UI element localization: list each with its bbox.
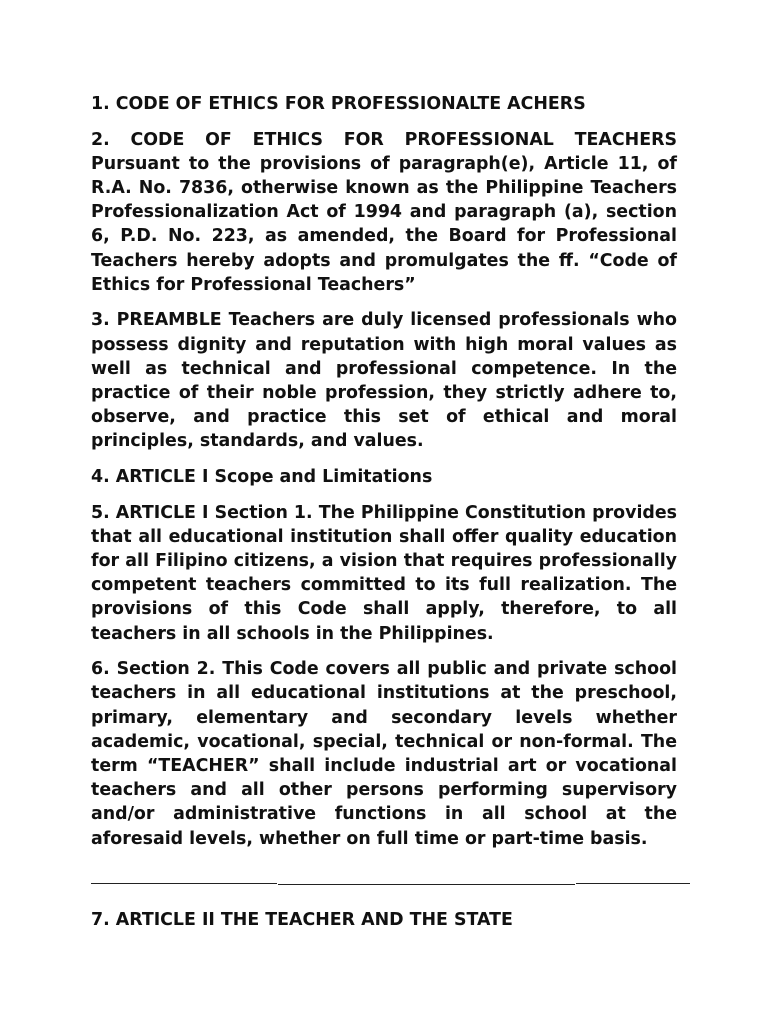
paragraph-4: 4. ARTICLE I Scope and Limitations (91, 467, 433, 488)
paragraph-3: 3. PREAMBLE Teachers are duly licensed professionals who possess dignity and reputation with high moral values as well as technical and professional competence. In the practice of their noble profession, they strictly adhere to, observe, and practice this set of ethical and moral principles, standards, and values. (91, 310, 677, 452)
section-divider (91, 883, 690, 885)
document-body (91, 92, 677, 862)
article-ii-heading: 7. ARTICLE II THE TEACHER AND THE STATE (91, 910, 513, 930)
divider-segment (576, 883, 690, 884)
divider-segment (278, 884, 575, 885)
divider-segment (91, 883, 277, 884)
paragraph-5: 5. ARTICLE I Section 1. The Philippine Constitution provides that all educational institution shall offer quality education for all Filipino citizens, a vision that requires professionally competent teachers committed to its full realization. The provisions of this Code shall apply, therefore, to all teachers in all schools in the Philippines. (91, 502, 677, 644)
paragraph-1: 1. CODE OF ETHICS FOR PROFESSIONALTE ACHERS (91, 94, 586, 114)
paragraph-6: 6. Section 2. This Code covers all public and private school teachers in all educational institutions at the preschool, primary, elementary and secondary levels whether academic, vocational, special, technical or non-formal. The term “TEACHER” shall include industrial art or vocational teachers and all other persons performing supervisory and/or administrative functions in all school at the aforesaid levels, whether on full time or part-time basis. (91, 659, 677, 849)
paragraph-2: 2. CODE OF ETHICS FOR PROFESSIONAL TEACHERS Pursuant to the provisions of paragraph(e), Article 11, of R.A. No. 7836, otherwise known as the Philippine Teachers Professionalization Act of 1994 and paragraph (a), section 6, P.D. No. 223, as amended, the Board for Professional Teachers hereby adopts and promulgates the ff. “Code of Ethics for Professional Teachers” (91, 129, 677, 295)
